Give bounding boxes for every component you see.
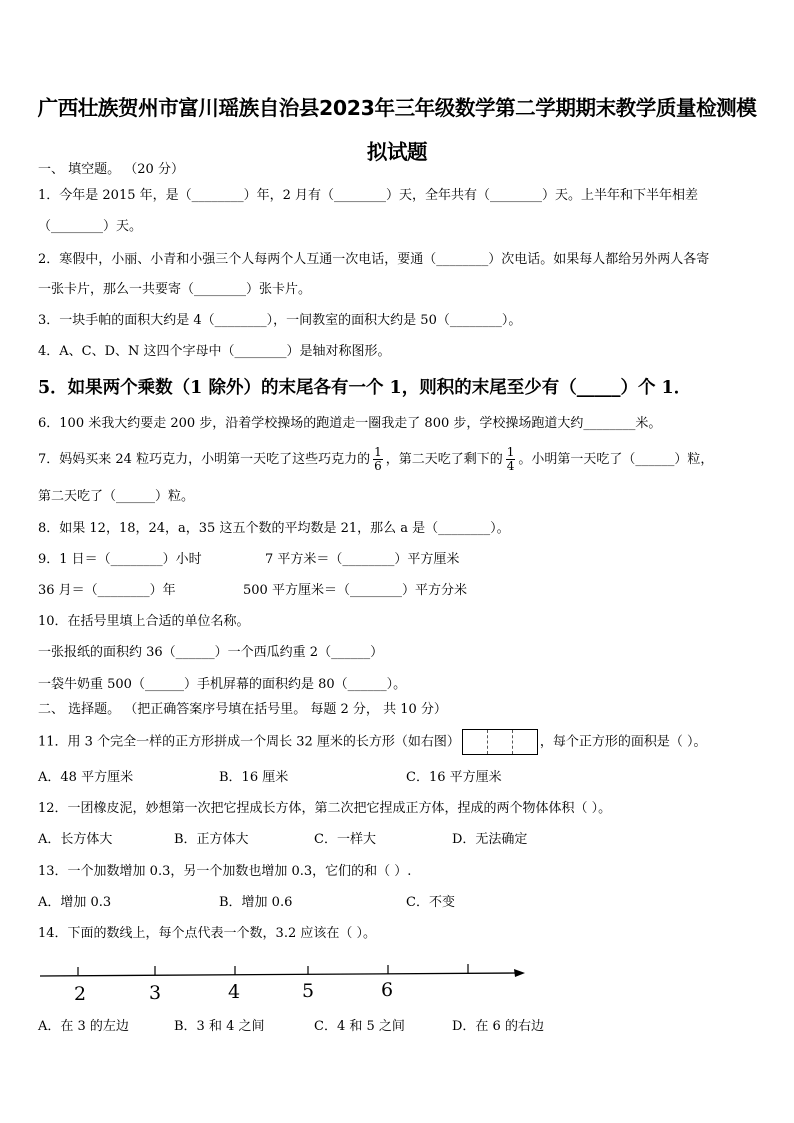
question-10-line-1: 一张报纸的面积约 36（______）一个西瓜约重 2（______） xyxy=(38,645,384,660)
section-heading-multiple-choice: 二、 选择题。 （把正确答案序号填在括号里。 每题 2 分， 共 10 分） xyxy=(38,702,447,717)
question-11-text-b: ，每个正方形的面积是（ ）。 xyxy=(539,734,707,750)
question-7-text-c: 。小明第一天吃了（______）粒， xyxy=(518,452,714,467)
question-13-option-c: C．不变 xyxy=(406,895,455,910)
question-3: 3．一块手帕的面积大约是 4（________），一间教室的面积大约是 50（________）。 xyxy=(38,313,522,328)
question-7-line-1 xyxy=(38,444,713,476)
tick-label-3: 3 xyxy=(149,982,162,1004)
question-11-option-c: C．16 平方厘米 xyxy=(406,770,502,785)
number-line-figure xyxy=(38,955,538,1005)
question-14-option-c: C．4 和 5 之间 xyxy=(314,1019,405,1034)
question-11 xyxy=(38,729,707,756)
three-squares-rectangle-figure xyxy=(462,729,538,755)
question-12-option-d: D．无法确定 xyxy=(452,832,528,847)
question-9-row-1-right: 7 平方米＝（________）平方厘米 xyxy=(265,552,460,567)
question-14: 14．下面的数线上，每个点代表一个数，3.2 应该在（ ）。 xyxy=(38,926,376,941)
question-14-option-a: A．在 3 的左边 xyxy=(38,1019,129,1034)
question-9-row-1-left: 9．1 日＝（________）小时 xyxy=(38,552,202,567)
tick-label-4: 4 xyxy=(228,981,241,1003)
page-title: 广西壮族贺州市富川瑶族自治县2023年三年级数学第二学期期末教学质量检测模拟试题 xyxy=(37,96,757,164)
question-9-row-2-right: 500 平方厘米＝（________）平方分米 xyxy=(243,583,467,598)
number-line-arrow xyxy=(514,969,525,977)
tick-label-2: 2 xyxy=(74,983,87,1005)
question-12: 12．一团橡皮泥，妙想第一次把它捏成长方体，第二次把它捏成正方体，捏成的两个物体体积（ ）。 xyxy=(38,801,612,816)
question-13-option-b: B．增加 0.6 xyxy=(219,895,293,910)
question-14-option-b: B．3 和 4 之间 xyxy=(174,1019,265,1034)
question-1-line-2: （________）天。 xyxy=(38,219,143,234)
question-4: 4．A、C、D、N 这四个字母中（________）是轴对称图形。 xyxy=(38,344,391,359)
fraction-one-quarter: $\frac{1}{4}$ xyxy=(506,445,515,473)
question-5: 5．如果两个乘数（1 除外）的末尾各有一个 1，则积的末尾至少有（_____）个 1． xyxy=(38,378,692,398)
question-2-line-1: 2．寒假中，小丽、小青和小强三个人每两个人互通一次电话，要通（________）次电话。如果每人都给另外两人各寄 xyxy=(38,252,710,267)
fraction-one-sixth: $\frac{1}{6}$ xyxy=(374,445,382,473)
question-12-option-a: A．长方体大 xyxy=(38,832,113,847)
question-2-line-2: 一张卡片，那么一共要寄（________）张卡片。 xyxy=(38,282,312,297)
question-9-row-2-left: 36 月＝（________）年 xyxy=(38,583,176,598)
question-12-option-b: B．正方体大 xyxy=(174,832,249,847)
question-13-option-a: A．增加 0.3 xyxy=(38,895,112,910)
question-7-text-a: 7．妈妈买来 24 粒巧克力，小明第一天吃了这些巧克力的 xyxy=(38,452,371,467)
question-6: 6．100 米我大约要走 200 步，沿着学校操场的跑道走一圈我走了 800 步，学校操场跑道大约________米。 xyxy=(38,416,662,431)
question-7-text-b: ，第二天吃了剩下的 xyxy=(385,452,503,467)
question-11-option-b: B．16 厘米 xyxy=(219,770,289,785)
question-8: 8．如果 12，18，24，a，35 这五个数的平均数是 21，那么 a 是（________）。 xyxy=(38,521,510,536)
question-13: 13．一个加数增加 0.3，另一个加数也增加 0.3，它们的和（ ）. xyxy=(38,864,412,879)
question-11-text-a: 11．用 3 个完全一样的正方形拼成一个周长 32 厘米的长方形（如右图） xyxy=(38,734,460,750)
question-1-line-1: 1．今年是 2015 年，是（________）年，2 月有（________）天，全年共有（________）天。上半年和下半年相差 xyxy=(38,188,699,203)
question-10-line-2: 一袋牛奶重 500（______）手机屏幕的面积约是 80（______）。 xyxy=(38,677,407,692)
question-10: 10．在括号里填上合适的单位名称。 xyxy=(38,614,250,629)
question-12-option-c: C．一样大 xyxy=(314,832,376,847)
question-11-option-a: A．48 平方厘米 xyxy=(38,770,134,785)
tick-label-5: 5 xyxy=(302,980,315,1002)
question-7-line-2: 第二天吃了（______）粒。 xyxy=(38,489,195,504)
number-line-axis xyxy=(40,973,518,976)
question-14-option-d: D．在 6 的右边 xyxy=(452,1019,544,1034)
section-heading-fill-blank: 一、 填空题。 （20 分） xyxy=(38,162,184,177)
tick-label-6: 6 xyxy=(381,979,394,1001)
